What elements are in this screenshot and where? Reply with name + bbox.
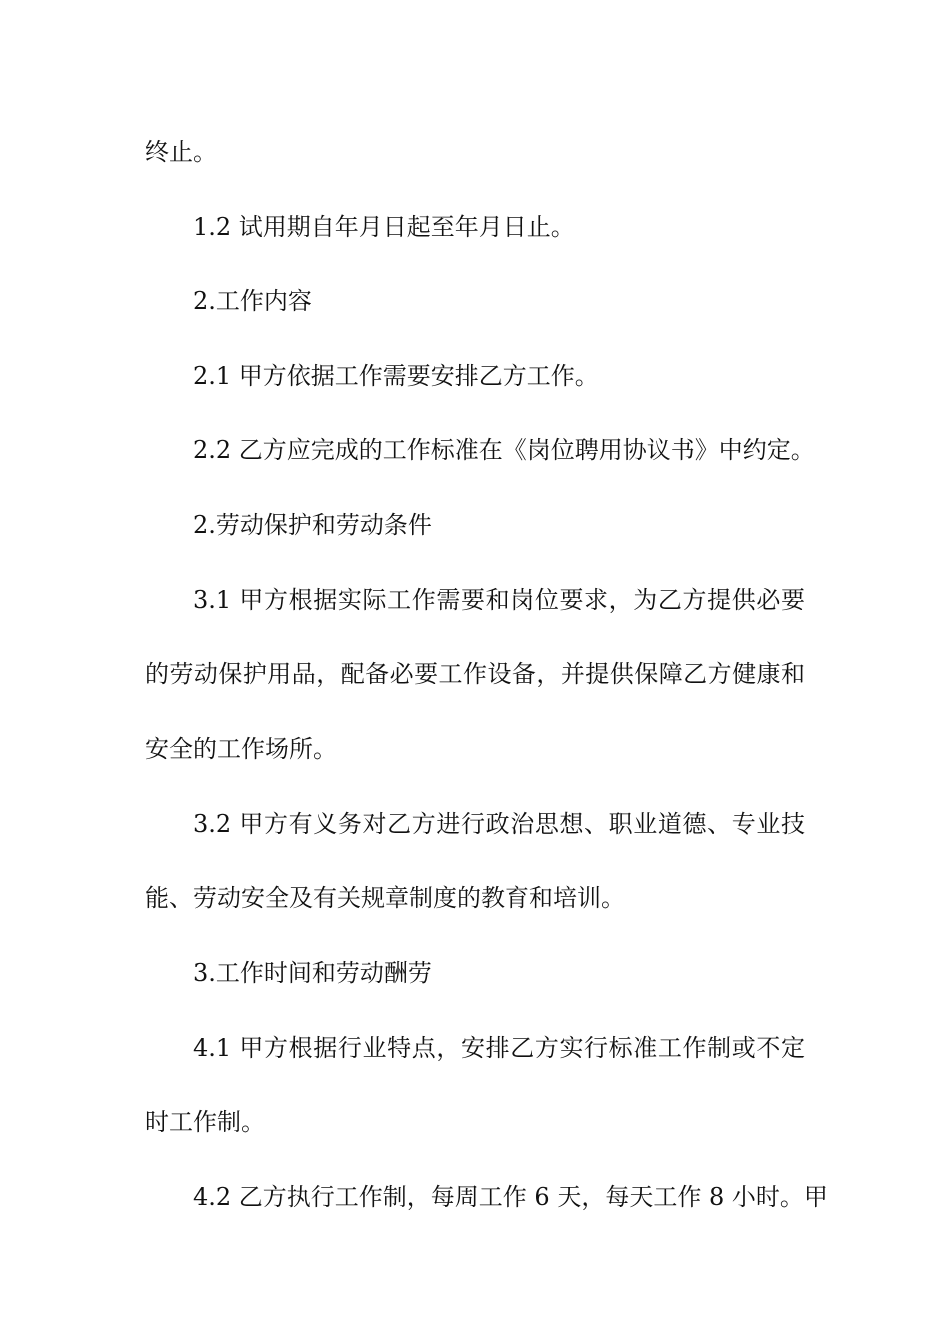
section-heading-labor-protection: 2.劳动保护和劳动条件 — [193, 511, 432, 539]
clause-3-1-line-2: 的劳动保护用品，配备必要工作设备，并提供保障乙方健康和 — [145, 660, 805, 688]
clause-3-2-line-2: 能、劳动安全及有关规章制度的教育和培训。 — [145, 884, 625, 912]
section-heading-working-hours: 3.工作时间和劳动酬劳 — [193, 959, 432, 987]
clause-3-1-line-3: 安全的工作场所。 — [145, 735, 337, 763]
clause-4-1-line-2: 时工作制。 — [145, 1108, 265, 1136]
clause-2-1: 2.1 甲方依据工作需要安排乙方工作。 — [193, 362, 599, 390]
clause-2-2: 2.2 乙方应完成的工作标准在《岗位聘用协议书》中约定。 — [193, 436, 815, 464]
clause-4-2-line-1: 4.2 乙方执行工作制，每周工作 6 天，每天工作 8 小时。甲 — [193, 1183, 828, 1211]
clause-4-1-line-1: 4.1 甲方根据行业特点，安排乙方实行标准工作制或不定 — [193, 1034, 805, 1062]
clause-3-2-line-1: 3.2 甲方有义务对乙方进行政治思想、职业道德、专业技 — [193, 810, 805, 838]
clause-1-2: 1.2 试用期自年月日起至年月日止。 — [193, 213, 575, 241]
clause-3-1-line-1: 3.1 甲方根据实际工作需要和岗位要求，为乙方提供必要 — [193, 586, 805, 614]
text-line: 终止。 — [145, 138, 217, 166]
section-heading-work-content: 2.工作内容 — [193, 287, 312, 315]
